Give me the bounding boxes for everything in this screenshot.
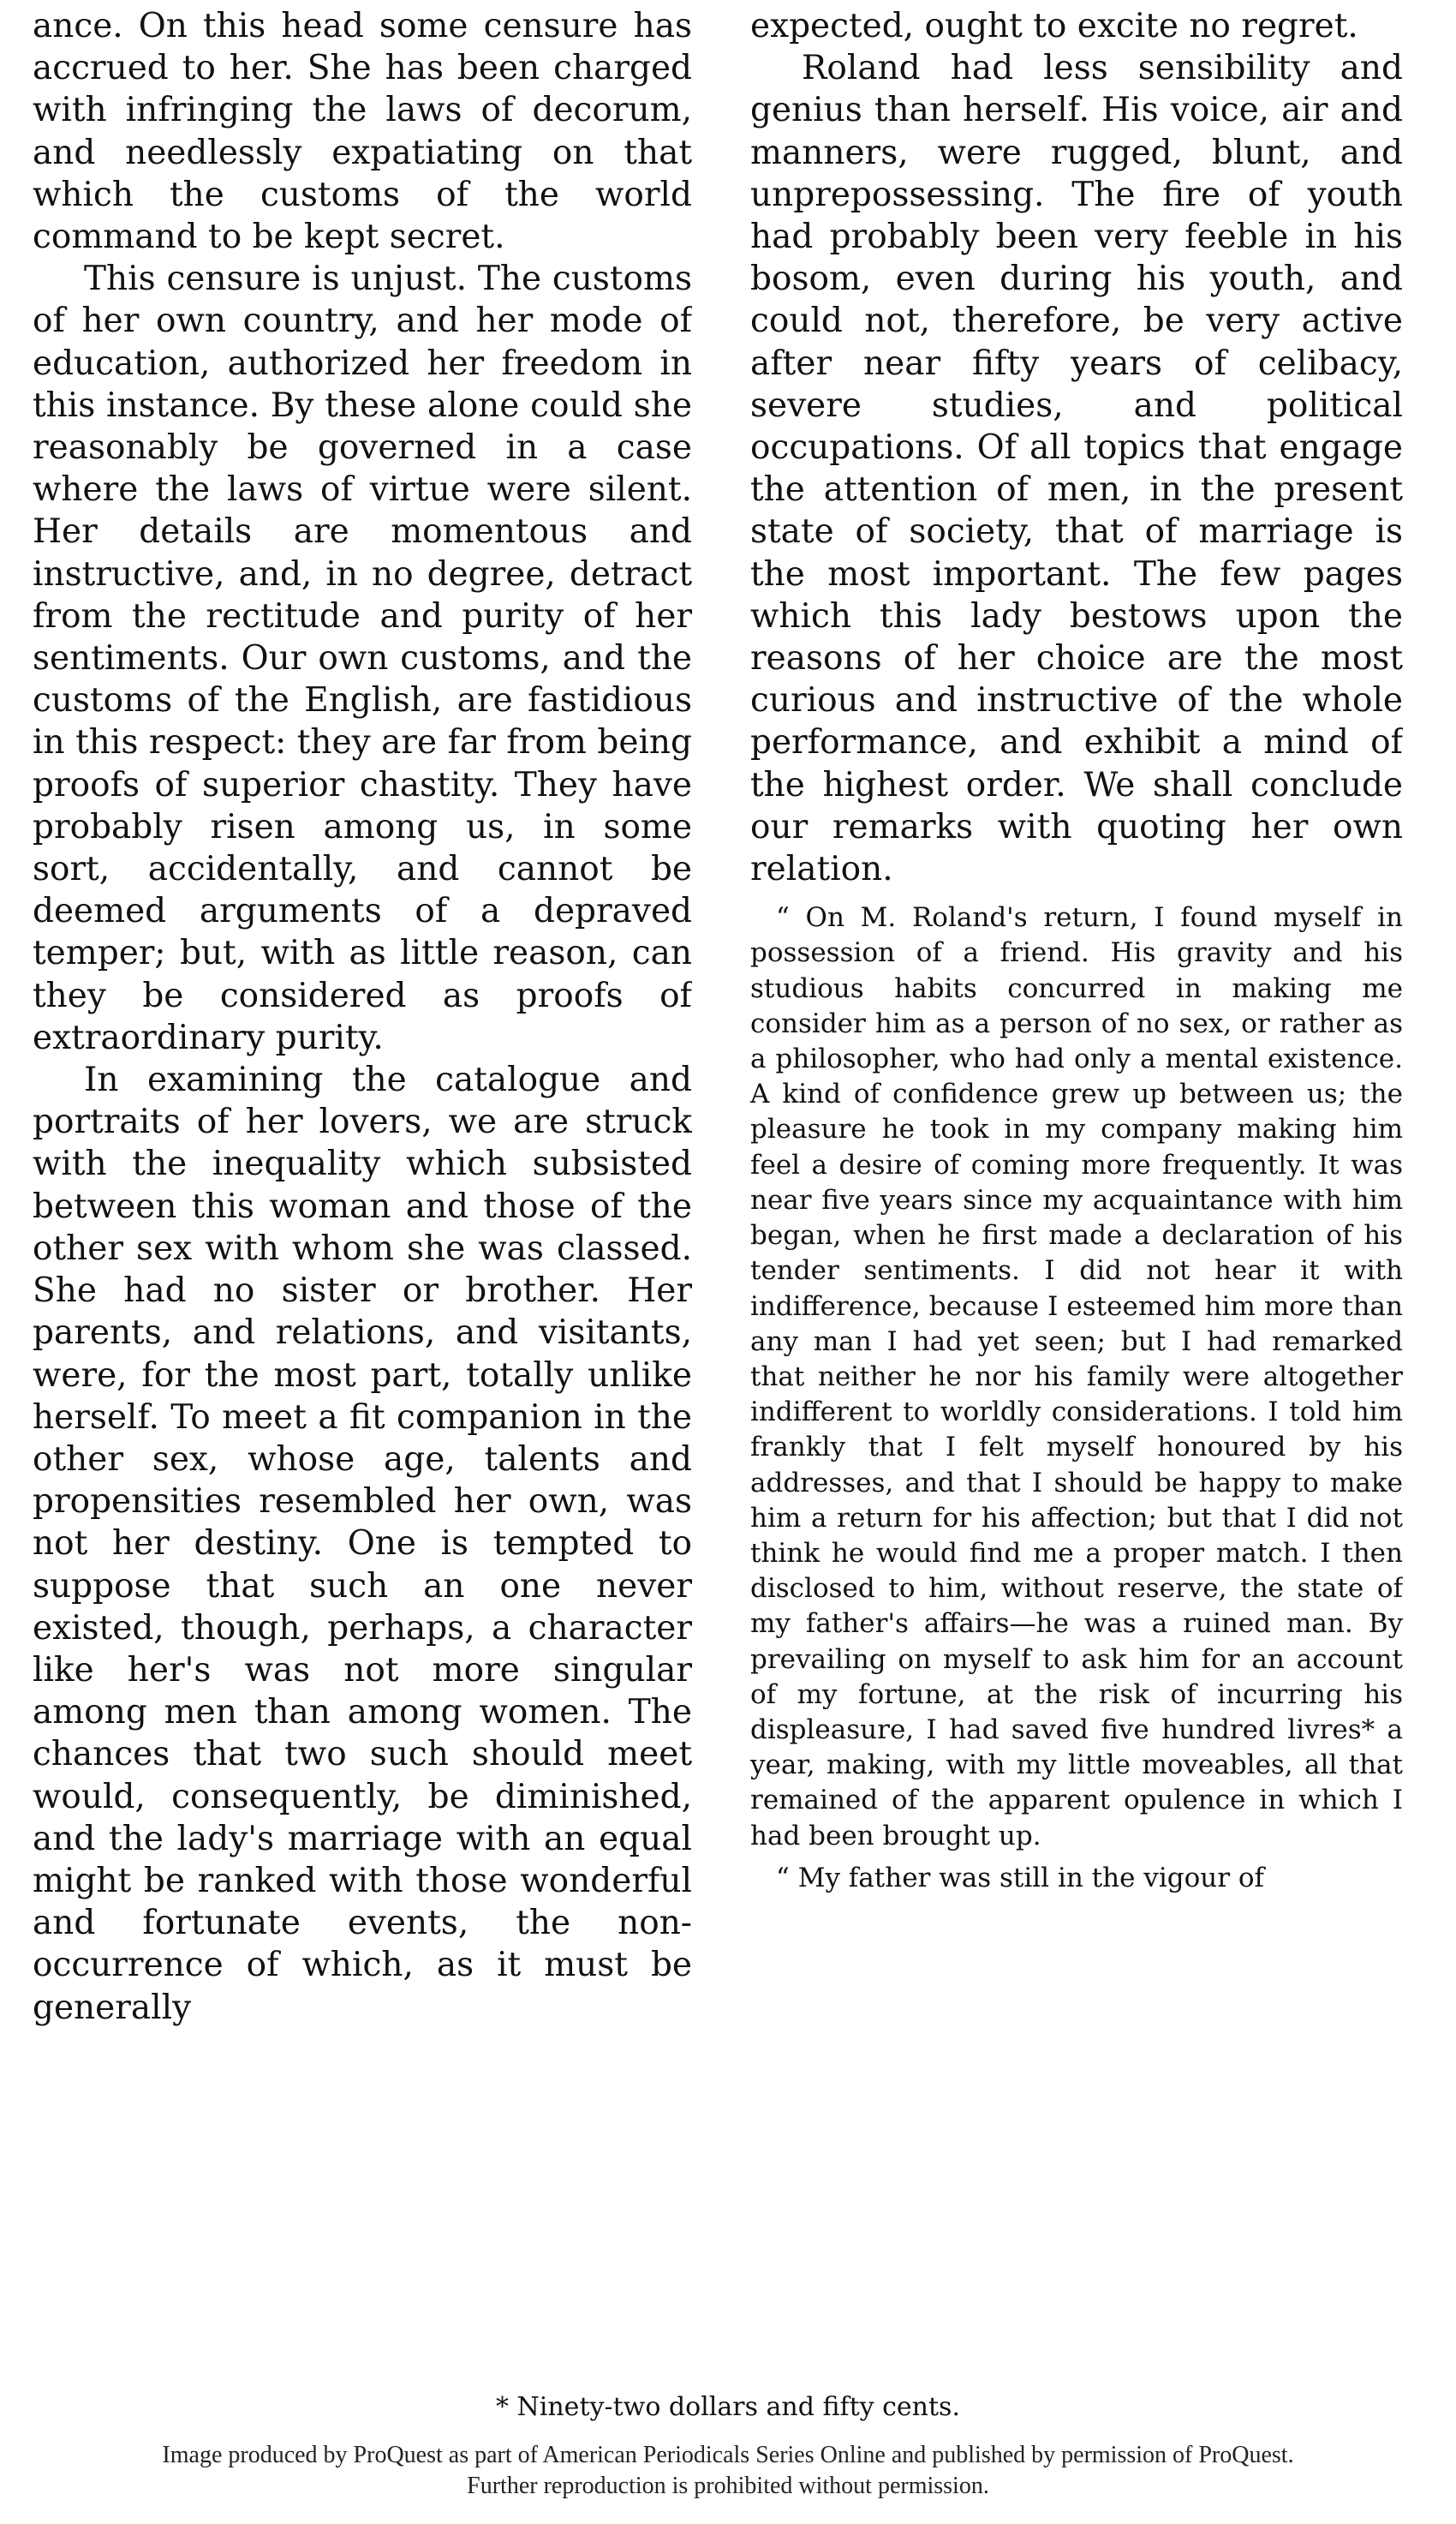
- right-paragraph-1: expected, ought to excite no regret.: [750, 7, 1358, 45]
- quote-paragraph-2: “ My father was still in the vigour of: [776, 1862, 1265, 1893]
- quote-paragraph-1: “ On M. Roland's return, I found myself in possession of a friend. His gravity and his studious habits concurred in making me consider him as a person of no sex, or rather as a philosopher, who had only a mental existence. A kind of confidence grew up between us; the pleasure he took in my company making him feel a desire of coming more frequently. It was near five years since my acquaintance with him began, when he first made a declaration of his tender sentiments. I did not hear it with indifference, because I esteemed him more than any man I had yet seen; but I had remarked that neither he nor his family were altogether indifferent to worldly considerations. I told him frankly that I felt myself honoured by his addresses, and that I should be happy to make him a return for his affection; but that I did not think he would find me a proper match. I then disclosed to him, without reserve, the state of my father's affairs—he was a ruined man. By prevailing on myself to ask him for an account of my fortune, at the risk of incurring his displeasure, I had saved five hundred livres* a year, making, with my little moveables, all that remained of the apparent opulence in which I had been brought up.: [750, 902, 1403, 1851]
- attribution-line-1: Image produced by ProQuest as part of American Periodicals Series Online and published by permission of ProQuest.: [162, 2442, 1294, 2468]
- left-paragraph-1: ance. On this head some censure has accrued to her. She has been charged with infringing the laws of decorum, and needlessly expatiating on that which the customs of the world command to be kept secret.: [33, 7, 692, 257]
- proquest-attribution: [0, 2440, 1456, 2502]
- left-paragraph-2: This censure is unjust. The customs of her own country, and her mode of education, authorized her freedom in this instance. By these alone could she reasonably be governed in a case where the laws of virtue were silent. Her details are momentous and instructive, and, in no degree, detract from the rectitude and purity of her sentiments. Our own customs, and the customs of the English, are fastidious in this respect: they are far from being proofs of superior chastity. They have probably risen among us, in some sort, accidentally, and cannot be deemed arguments of a depraved temper; but, with as little reason, can they be considered as proofs of extraordinary purity.: [33, 260, 692, 1057]
- attribution-line-2: Further reproduction is prohibited without permission.: [467, 2473, 989, 2499]
- footnote: * Ninety-two dollars and fifty cents.: [495, 2392, 960, 2422]
- text-columns: [33, 5, 1403, 2370]
- right-paragraph-2: Roland had less sensibility and genius than herself. His voice, air and manners, were rugged, blunt, and unprepossessing. The fire of youth had probably been very feeble in his bosom, even during his youth, and could not, therefore, be very active after near fifty years of celibacy, severe studies, and political occupations. Of all topics that engage the attention of men, in the present state of society, that of marriage is the most important. The few pages which this lady bestows upon the reasons of her choice are the most curious and instructive of the whole performance, and exhibit a mind of the highest order. We shall conclude our remarks with quoting her own relation.: [750, 49, 1403, 889]
- left-paragraph-3: In examining the catalogue and portraits of her lovers, we are struck with the inequality which subsisted between this woman and those of the other sex with whom she was classed. She had no sister or brother. Her parents, and relations, and visitants, were, for the most part, totally unlike herself. To meet a fit companion in the other sex, whose age, talents and propensities resembled her own, was not her destiny. One is tempted to suppose that such an one never existed, though, perhaps, a character like her's was not more singular among men than among women. The chances that two such should meet would, consequently, be diminished, and the lady's marriage with an equal might be ranked with those wonderful and fortunate events, the non-occurrence of which, as it must be generally: [33, 1061, 692, 2027]
- left-column: [33, 5, 692, 2370]
- right-column: [735, 5, 1403, 2370]
